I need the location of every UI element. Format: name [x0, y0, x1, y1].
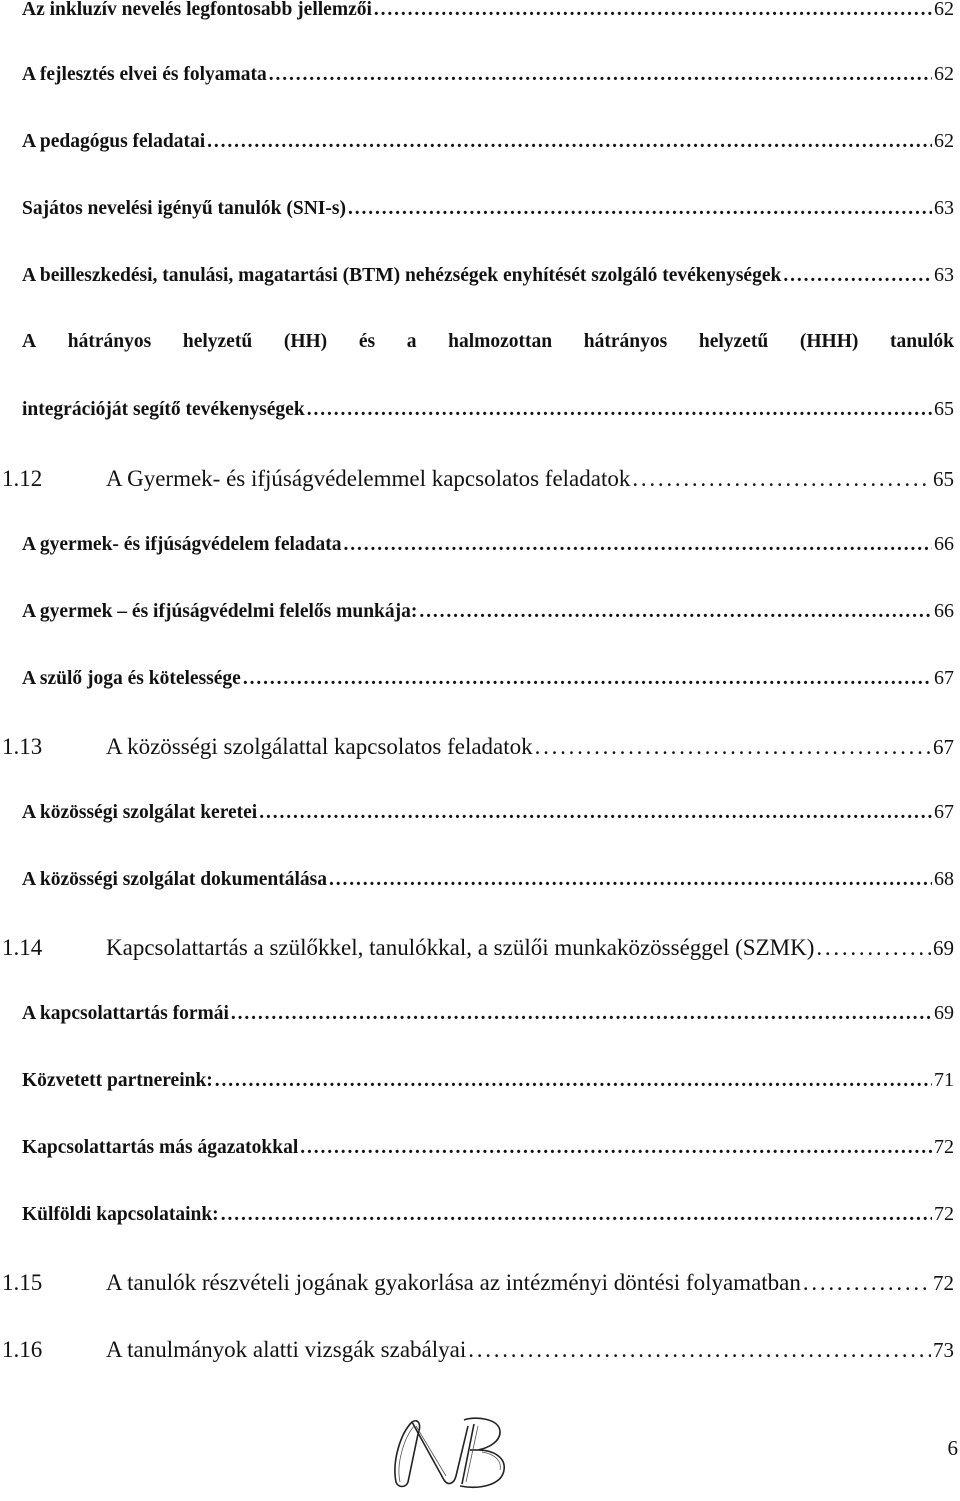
- toc-entry-page: 72: [934, 1203, 954, 1225]
- toc-entry-title: A gyermek – és ifjúságvédelmi felelős munkája:: [22, 601, 418, 622]
- toc-entry-page: 62: [934, 63, 954, 85]
- toc-leader-dots: [243, 668, 932, 690]
- toc-entry-page: 68: [934, 868, 954, 890]
- toc-entry-title: A közösségi szolgálattal kapcsolatos feladatok: [106, 734, 533, 759]
- toc-entry-title: integrációját segítő tevékenységek: [22, 399, 305, 420]
- toc-entry-page: 67: [934, 801, 954, 823]
- toc-entry-title: A tanulók részvételi jogának gyakorlása az intézményi döntési folyamatban: [106, 1270, 801, 1295]
- toc-entry[interactable]: [22, 264, 954, 298]
- toc-leader-dots: [300, 1137, 932, 1159]
- toc-word: A: [22, 331, 37, 352]
- toc-word: helyzetű: [182, 331, 253, 352]
- toc-entry-title: A tanulmányok alatti vizsgák szabályai: [106, 1337, 467, 1362]
- toc-section-number: 1.14: [2, 935, 43, 960]
- toc-entry[interactable]: [22, 197, 954, 231]
- toc-entry-page: 66: [934, 533, 954, 555]
- toc-section-number: 1.13: [2, 734, 43, 759]
- toc-entry-page: 71: [934, 1069, 954, 1091]
- toc-leader-dots: [215, 1070, 932, 1092]
- toc-entry-second-line: [22, 398, 954, 421]
- toc-leader-dots: [535, 734, 931, 760]
- toc-entry-title: Közvetett partnereink:: [22, 1070, 213, 1091]
- toc-entry[interactable]: [22, 63, 954, 97]
- toc-entry[interactable]: [22, 801, 954, 835]
- toc-section-entry[interactable]: [2, 466, 954, 500]
- toc-word: hátrányos: [583, 331, 668, 352]
- toc-word: tanulók: [890, 331, 954, 352]
- toc-section-entry[interactable]: [2, 734, 954, 768]
- toc-entry-page: 63: [934, 197, 954, 219]
- toc-leader-dots: [344, 534, 932, 556]
- toc-entry[interactable]: [22, 667, 954, 701]
- toc-entry-title: A közösségi szolgálat keretei: [22, 802, 258, 823]
- toc-entry-page: 63: [934, 264, 954, 286]
- toc-leader-dots: [207, 131, 932, 153]
- toc-entry-page: 69: [934, 1002, 954, 1024]
- toc-entry-title: Az inkluzív nevelés legfontosabb jellemzői: [22, 0, 372, 20]
- toc-leader-dots: [468, 1337, 931, 1363]
- toc-leader-dots: [231, 1003, 932, 1025]
- toc-entry-page: 67: [934, 667, 954, 689]
- toc-section-number: 1.16: [2, 1337, 43, 1362]
- toc-leader-dots: [803, 1270, 931, 1296]
- toc-entry-title: A közösségi szolgálat dokumentálása: [22, 869, 327, 890]
- nb-monogram-logo: [378, 1412, 528, 1496]
- toc-leader-dots: [348, 198, 932, 220]
- toc-entry-page: 72: [933, 1271, 954, 1295]
- toc-entry-title: A szülő joga és kötelessége: [22, 668, 241, 689]
- toc-entry-two-line[interactable]: [22, 331, 954, 421]
- toc-entry-title: A Gyermek- és ifjúságvédelemmel kapcsolatos feladatok: [106, 466, 631, 491]
- toc-section-entry[interactable]: [2, 1337, 954, 1371]
- toc-section-number: 1.15: [2, 1270, 43, 1295]
- toc-leader-dots: [259, 802, 932, 824]
- toc-word: (HHH): [799, 331, 859, 352]
- page-number: 6: [947, 1436, 958, 1460]
- toc-entry-title: A gyermek- és ifjúságvédelem feladata: [22, 534, 342, 555]
- toc-entry-title: A fejlesztés elvei és folyamata: [22, 64, 267, 85]
- toc-entry-page: 73: [933, 1338, 954, 1362]
- toc-entry-title: Külföldi kapcsolataink:: [22, 1204, 219, 1225]
- toc-section-entry[interactable]: [2, 935, 954, 969]
- toc-leader-dots: [632, 466, 931, 492]
- toc-entry-title: A pedagógus feladatai: [22, 131, 206, 152]
- toc-entry-page: 65: [933, 467, 954, 491]
- toc-section-number: 1.12: [2, 466, 43, 491]
- toc-entry[interactable]: [22, 1203, 954, 1237]
- toc-entry-title: A beilleszkedési, tanulási, magatartási (BTM) nehézségek enyhítését szolgáló tevékenységek: [22, 265, 782, 286]
- toc-entry-title: Kapcsolattartás a szülőkkel, tanulókkal, a szülői munkaközösséggel (SZMK): [106, 935, 815, 960]
- toc-entry[interactable]: [22, 868, 954, 902]
- toc-entry[interactable]: [22, 1002, 954, 1036]
- toc-entry[interactable]: [22, 600, 954, 634]
- toc-leader-dots: [783, 265, 932, 287]
- toc-word: hátrányos: [67, 331, 152, 352]
- toc-entry-first-line: [22, 331, 954, 365]
- toc-entry-page: 67: [933, 735, 954, 759]
- toc-entry-title: Sajátos nevelési igényű tanulók (SNI-s): [22, 198, 346, 219]
- toc-entry-page: 66: [934, 600, 954, 622]
- toc-entry-page: 62: [934, 130, 954, 152]
- toc-leader-dots: [374, 0, 932, 21]
- toc-entry-page: 65: [934, 398, 954, 420]
- toc-entry-page: 72: [934, 1136, 954, 1158]
- school-logo: [378, 1412, 528, 1496]
- toc-entry[interactable]: [22, 1069, 954, 1103]
- toc-entry[interactable]: [22, 533, 954, 567]
- toc-section-entry[interactable]: [2, 1270, 954, 1304]
- toc-word: halmozottan: [448, 331, 553, 352]
- toc-word: a: [406, 331, 417, 352]
- toc-leader-dots: [329, 869, 932, 891]
- toc-leader-dots: [419, 601, 932, 623]
- toc-word: (HH): [283, 331, 328, 352]
- toc-entry-title: A kapcsolattartás formái: [22, 1003, 229, 1024]
- toc-entry[interactable]: [22, 130, 954, 164]
- toc-entry[interactable]: [22, 0, 954, 32]
- toc-entry-title: Kapcsolattartás más ágazatokkal: [22, 1137, 299, 1158]
- toc-leader-dots: [307, 399, 932, 421]
- toc-entry-page: 69: [933, 936, 954, 960]
- toc-leader-dots: [221, 1204, 932, 1226]
- toc-entry[interactable]: [22, 1136, 954, 1170]
- toc-leader-dots: [816, 935, 931, 961]
- toc-word: és: [358, 331, 376, 352]
- toc-leader-dots: [269, 64, 932, 86]
- toc-entry-page: 62: [934, 0, 954, 20]
- toc-word: helyzetű: [698, 331, 769, 352]
